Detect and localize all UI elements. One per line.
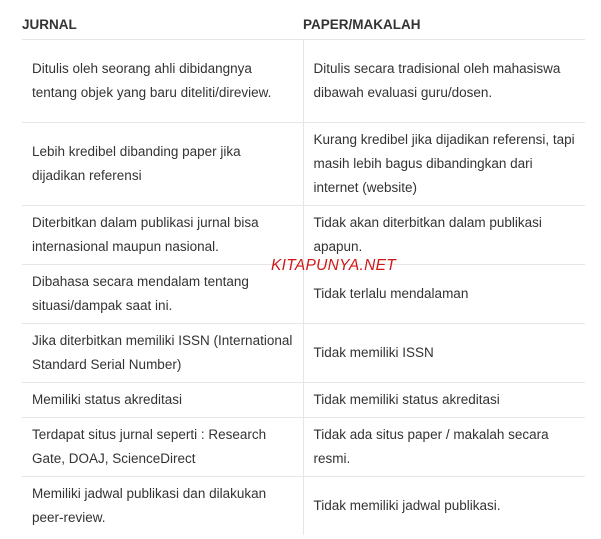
cell-paper: Tidak memiliki status akreditasi <box>303 383 585 418</box>
cell-jurnal: Jika diterbitkan memiliki ISSN (International Standard Serial Number) <box>22 324 303 383</box>
header-paper-makalah: PAPER/MAKALAH <box>303 10 585 40</box>
table-row <box>22 40 585 123</box>
cell-jurnal: Lebih kredibel dibanding paper jika dijadikan referensi <box>22 123 303 206</box>
cell-paper: Tidak memiliki ISSN <box>303 324 585 383</box>
cell-paper: Ditulis secara tradisional oleh mahasiswa dibawah evaluasi guru/dosen. <box>303 40 585 123</box>
table-row <box>22 324 585 383</box>
cell-paper: Tidak ada situs paper / makalah secara resmi. <box>303 418 585 477</box>
table-row <box>22 418 585 477</box>
table-row <box>22 206 585 265</box>
table-row <box>22 383 585 418</box>
cell-paper: Tidak terlalu mendalaman <box>303 265 585 324</box>
cell-paper: Tidak akan diterbitkan dalam publikasi apapun. <box>303 206 585 265</box>
cell-paper: Kurang kredibel jika dijadikan referensi, tapi masih lebih bagus dibandingkan dari internet (website) <box>303 123 585 206</box>
watermark-text: KITAPUNYA.NET <box>271 257 397 274</box>
cell-jurnal: Ditulis oleh seorang ahli dibidangnya tentang objek yang baru diteliti/direview. <box>22 40 303 123</box>
cell-jurnal: Memiliki status akreditasi <box>22 383 303 418</box>
header-jurnal: JURNAL <box>22 10 303 40</box>
cell-jurnal: Dibahasa secara mendalam tentang situasi/dampak saat ini. <box>22 265 303 324</box>
cell-jurnal: Terdapat situs jurnal seperti : Research Gate, DOAJ, ScienceDirect <box>22 418 303 477</box>
cell-jurnal: Memiliki jadwal publikasi dan dilakukan peer-review. <box>22 477 303 536</box>
table-header-row <box>22 10 585 40</box>
table-row <box>22 477 585 536</box>
table-row <box>22 123 585 206</box>
cell-jurnal: Diterbitkan dalam publikasi jurnal bisa internasional maupun nasional. <box>22 206 303 265</box>
cell-paper: Tidak memiliki jadwal publikasi. <box>313 498 501 513</box>
